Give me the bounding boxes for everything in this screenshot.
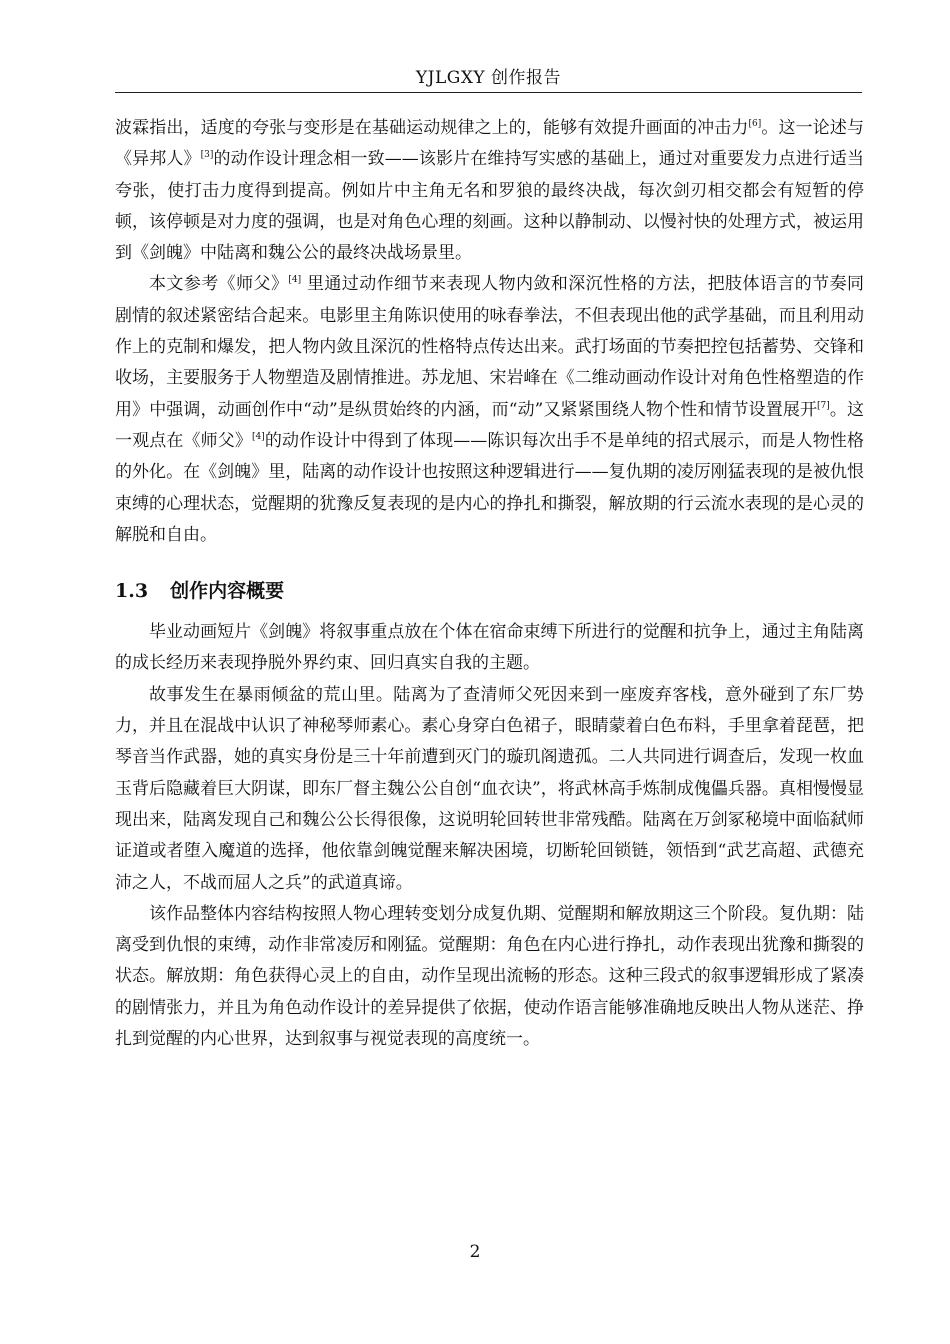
header-title: YJLGXY 创作报告 — [415, 68, 562, 88]
citation-ref: [4] — [288, 275, 302, 286]
paragraph-structure: 该作品整体内容结构按照人物心理转变划分成复仇期、觉醒期和解放期这三个阶段。复仇期：陆离受到仇恨的束缚，动作非常凌厉和刚猛。觉醒期：角色在内心进行挣扎，动作表现出犹豫和撕裂的状态。解放期：角色获得心灵上的自由，动作呈现出流畅的形态。这种三段式的叙事逻辑形成了紧凑的剧情张力，并且为角色动作设计的差异提供了依据，使动作语言能够准确地反映出人物从迷茫、挣扎到觉醒的内心世界，达到叙事与视觉表现的高度统一。 — [115, 903, 864, 1050]
paragraph-exaggeration — [115, 113, 864, 269]
text-run: 的动作设计理念相一致——该影片在维持写实感的基础上，通过对重要发力点进行适当夸张，使打击力度得到提高。例如片中主角无名和罗狼的最终决战，每次剑刃相交都会有短暂的停顿，该停顿是对力度的强调，也是对角色心理的刻画。这种以静制动、以慢衬快的处理方式，被运用到《剑魄》中陆离和魏公公的最终决战场景里。 — [115, 149, 864, 264]
paragraph-master-reference — [115, 269, 864, 551]
section-heading — [115, 573, 864, 609]
section-number: 1.3 — [115, 580, 149, 603]
section-title: 创作内容概要 — [170, 580, 285, 603]
page-header — [115, 64, 862, 93]
paragraph-summary: 毕业动画短片《剑魄》将叙事重点放在个体在宿命束缚下所进行的觉醒和抗争上，通过主角陆离的成长经历来表现挣脱外界约束、回归真实自我的主题。 — [115, 622, 864, 674]
citation-ref: [7] — [817, 400, 830, 411]
citation-ref: [3] — [200, 150, 214, 161]
paragraph-story: 故事发生在暴雨倾盆的荒山里。陆离为了查清师父死因来到一座废弃客栈，意外碰到了东厂势力，并且在混战中认识了神秘琴师素心。素心身穿白色裙子，眼睛蒙着白色布料，手里拿着琵琶，把琴音当作武器，她的真实身份是三十年前遭到灭门的璇玑阁遗孤。二人共同进行调查后，发现一枚血玉背后隐藏着巨大阴谋，即东厂督主魏公公自创“血衣诀”，将武林高手炼制成傀儡兵器。真相慢慢显现出来，陆离发现自己和魏公公长得很像，这说明轮回转世非常残酷。陆离在万剑冢秘境中面临弑师证道或者堕入魔道的选择，他依靠剑魄觉醒来解决困境，切断轮回锁链，领悟到“武艺高超、武德充沛之人，不战而屈人之兵”的武道真谛。 — [115, 684, 864, 893]
text-run: 的动作设计中得到了体现——陈识每次出手不是单纯的招式展示，而是人物性格的外化。在《剑魄》里，陆离的动作设计也按照这种逻辑进行——复仇期的凌厉刚猛表现的是被仇恨束缚的心理状态，觉醒期的犹豫反复表现的是内心的挣扎和撕裂，解放期的行云流水表现的是心灵的解脱和自由。 — [115, 430, 864, 545]
document-body — [115, 113, 864, 1055]
text-run: 波霖指出，适度的夸张与变形是在基础运动规律之上的，能够有效提升画面的冲击力 — [115, 118, 749, 138]
citation-ref: [4] — [252, 431, 265, 442]
text-run: 。这一观点在《师父》 — [115, 399, 864, 451]
text-run: 里通过动作细节来表现人物内敛和深沉性格的方法，把肢体语言的节奏同剧情的叙述紧密结合起来。电影里主角陈识使用的咏春拳法，不但表现出他的武学基础，而且利用动作上的克制和爆发，把人物内敛且深沉的性格特点传达出来。武打场面的节奏把控包括蓄势、交锋和收场，主要服务于人物塑造及剧情推进。苏龙旭、宋岩峰在《二维动画动作设计对角色性格塑造的作用》中强调，动画创作中“动”是纵贯始终的内涵，而“动”又紧紧围绕人物个性和情节设置展开 — [115, 274, 865, 420]
page-number: 2 — [469, 1242, 481, 1262]
citation-ref: [6] — [748, 119, 762, 129]
text-run: 。这一论述与《异邦人》 — [115, 118, 864, 170]
text-run: 本文参考《师父》 — [149, 274, 289, 295]
